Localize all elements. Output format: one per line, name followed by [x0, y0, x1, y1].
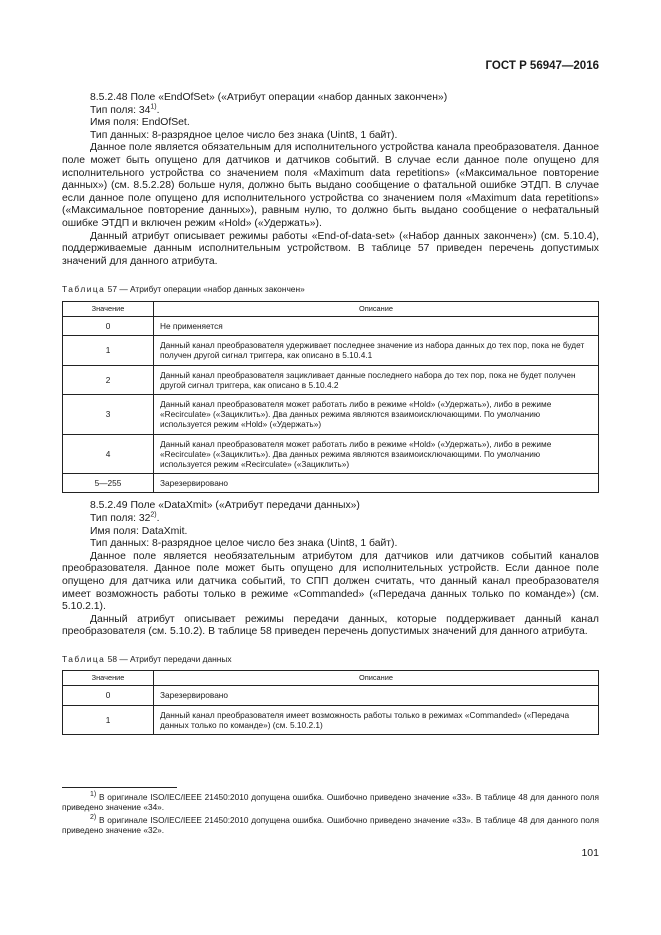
document-id: ГОСТ Р 56947—2016 — [485, 60, 599, 72]
footnote-mark: 2) — [90, 814, 97, 822]
column-header-description: Описание — [154, 671, 599, 686]
footnote-mark: 1) — [90, 791, 97, 799]
table-58 — [62, 670, 599, 735]
table-header-row — [63, 671, 599, 686]
table-caption: Таблица 57 — Атрибут операции «набор данных закончен» — [62, 284, 305, 295]
paragraph: Данное поле является необязательным атрибутом для датчиков или датчиков событий каналов преобразователя. Данное поле может быть опущено для исполнительных устройств. Если данное поле опущено для датчика или датчика событий, то СПП должен считать, что данный канал преобразователя имеет возможность работы только в режиме «Commanded» («Передача данных только по команде») (см. 5.10.2.1). — [62, 550, 599, 613]
table-57 — [62, 301, 599, 493]
column-header-value: Значение — [63, 671, 154, 686]
page-number: 101 — [581, 847, 599, 859]
table-row: 1 Данный канал преобразователя удерживает последнее значение из набора данных до тех пор, пока не будет получен другой сигнал триггера, как описано в 5.10.4.1 — [63, 336, 599, 365]
field-name-line: Имя поля: EndOfSet. — [90, 117, 190, 129]
table-header-row — [63, 301, 599, 316]
section-heading-endofset: 8.5.2.48 Поле «EndOfSet» («Атрибут операции «набор данных закончен») — [90, 92, 448, 103]
footnote-ref: 2) — [150, 511, 157, 519]
footnote-ref: 1) — [150, 103, 157, 111]
field-type-line: Тип поля: 32$^{2)}$. — [90, 511, 160, 524]
table-row: 3 Данный канал преобразователя может работать либо в режиме «Hold» («Удержать»), либо в режиме «Recirculate» («Зациклить»). Два данных режима являются взаимоисключающими. По умолчанию используется режим «Hold» («Удержать») — [63, 394, 599, 434]
paragraph: Данный атрибут описывает режимы передачи данных, которые поддерживает данный канал преобразователя (см. 5.10.2). В таблице 58 приведен перечень допустимых значений для данного атрибута. — [62, 613, 599, 638]
footnote: $^{2)}$ В оригинале ISO/IEC/IEEE 21450:2010 допущена ошибка. Ошибочно приведено значение «33». В таблице 48 для данного поля приведено значение «32». — [62, 814, 599, 836]
paragraph: Данный атрибут описывает режимы работы «End-of-data-set» («Набор данных закончен») (см. 5.10.4), поддерживаемые данным исполнительным устройством. В таблице 57 приведен перечень допустимых значений для данного атрибута. — [62, 230, 599, 267]
field-name-line: Имя поля: DataXmit. — [90, 525, 188, 537]
data-type-line: Тип данных: 8-разрядное целое число без знака (Uint8, 1 байт). — [90, 538, 398, 550]
table-row: 1 Данный канал преобразователя имеет возможность работы только в режимах «Commanded» («Передача данных только по команде») (см. 5.10.2.1) — [63, 705, 599, 734]
table-row: 2 Данный канал преобразователя зацикливает данные последнего набора до тех пор, пока не будет получен другой сигнал триггера, как описано в 5.10.4.2 — [63, 365, 599, 394]
footnote-separator — [62, 787, 177, 788]
table-row: 5—255 Зарезервировано — [63, 474, 599, 493]
footnote: $^{1)}$ В оригинале ISO/IEC/IEEE 21450:2010 допущена ошибка. Ошибочно приведено значение «33». В таблице 48 для данного поля приведено значение «34». — [62, 791, 599, 813]
page-content — [62, 92, 599, 735]
table-caption: Таблица 58 — Атрибут передачи данных — [62, 653, 232, 664]
column-header-description: Описание — [154, 301, 599, 316]
table-row: 0 Не применяется — [63, 316, 599, 335]
section-heading-dataxmit: 8.5.2.49 Поле «DataXmit» («Атрибут передачи данных») — [90, 500, 360, 512]
table-row: 0 Зарезервировано — [63, 686, 599, 705]
paragraph: Данное поле является обязательным для исполнительного устройства канала преобразователя. Данное поле может быть опущено для датчиков и датчиков событий. В случае если данное поле опущено для исполнительного устройства со значением поля «Maximum data repetitions» («Максимальное повторение данных») (см. 8.5.2.28) больше нуля, должно быть выдано сообщение о фатальной ошибке ЭТДП. В случае если данное поле опущено для исполнительного устройства со значением поля «Maximum data repetitions» («Максимальное повторение данных»), равным нулю, то должно быть выдано сообщение о нефатальный ошибке ЭТДП и включен режим «Hold» («Удержать»). — [62, 142, 599, 229]
data-type-line: Тип данных: 8-разрядное целое число без знака (Uint8, 1 байт). — [90, 129, 398, 141]
field-type-line: Тип поля: 34$^{1)}$. — [90, 103, 160, 116]
table-row: 4 Данный канал преобразователя может работать либо в режиме «Hold» («Удержать»), либо в режиме «Recirculate» («Зациклить»). Два данных режима являются взаимоисключающими. По умолчанию используется режим «Recirculate» («Зациклить») — [63, 434, 599, 474]
column-header-value: Значение — [63, 301, 154, 316]
